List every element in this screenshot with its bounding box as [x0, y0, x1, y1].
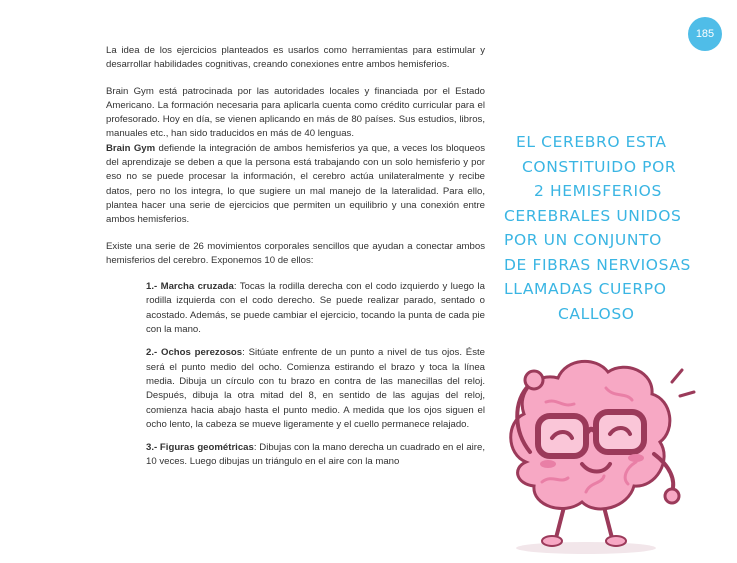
- paragraph-intro: La idea de los ejercicios planteados es usarlos como herramientas para estimular y desarrollar habilidades cognitivas, creando conexiones entre ambos hemisferios.: [106, 45, 485, 71]
- callout-line: EL CEREBRO ESTA: [516, 133, 667, 151]
- exercise-title: 3.- Figuras geométricas: [146, 442, 254, 454]
- article-body: [106, 44, 485, 470]
- page-number-badge: 185: [688, 17, 722, 51]
- paragraph-brain-gym-funding: Brain Gym está patrocinada por las autoridades locales y financiada por el Estado Americano. La formación necesaria para aplicarla cuenta como crédito curricular para el profesorado. Hoy en día, se vienen aplicando en más de 80 países. Sus estudios, libros, manuales etc., han sido traducidos en más de 40 lenguas.: [106, 85, 485, 140]
- exercise-item: [146, 346, 485, 432]
- callout-text: [500, 130, 700, 326]
- exercise-item: [146, 441, 485, 470]
- callout-line: CALLOSO: [558, 304, 635, 323]
- exercise-title: 1.- Marcha cruzada: [146, 281, 234, 293]
- callout-line: 2 HEMISFERIOS: [534, 182, 662, 200]
- callout-line: LLAMADAS CUERPO: [504, 280, 667, 298]
- exercise-text: : Sitúate enfrente de un punto a nivel de tus ojos. Éste será el punto medio del ocho. Comienza estirando el brazo y toca la línea media. Dibuja un círculo con tu brazo en contra de las manecillas del reloj. Después, dibuja la otra mitad del 8, en sentido de las agujas del reloj, comienza hacia abajo hasta el punto medio. A medida que los ojos siguen el ocho lento, la cabeza se mueve ligeramente y el cuello permanece relajado.: [146, 347, 485, 430]
- paragraph-movements-intro: Existe una serie de 26 movimientos corporales sencillos que ayudan a conectar ambos hemisferios del cerebro. Exponemos 10 de ellos:: [106, 240, 485, 266]
- paragraph-brain-gym-integration: [106, 142, 485, 228]
- callout-line: POR UN CONJUNTO: [504, 231, 662, 249]
- exercise-title: 2.- Ochos perezosos: [146, 347, 243, 359]
- exercise-text: : Tocas la rodilla derecha con el codo izquierdo y luego la rodilla izquierda con el codo derecho. Se puede realizar parado, sentado o acostado. Además, se puede cambiar el ejercicio, tocando la punta de cada pie con la mano.: [146, 281, 485, 336]
- paragraph-text: defiende la integración de ambos hemisferios ya que, a veces los bloqueos del aprendizaje se deben a que la persona está trabajando con un solo hemisferio y por eso no se puede procesar la información, el cerebro actúa unilateralmente y recibe datos, pero no los integra, lo que sugiere un mal manejo de la lateralidad. Para ello, plantea hacer una serie de ejercicios que permiten un equilibrio y una conexión entre ambos hemisferios.: [106, 142, 485, 226]
- callout-line: DE FIBRAS NERVIOSAS: [504, 255, 691, 274]
- exercise-item: [146, 280, 485, 337]
- callout-line: CONSTITUIDO POR: [522, 157, 677, 176]
- brain-gym-lead: Brain Gym: [106, 142, 156, 154]
- brain-with-glasses-icon: [486, 342, 726, 558]
- exercise-text: : Dibujas con la mano derecha un cuadrado en el aire, 10 veces. Luego dibujas un triángulo en el aire con la mano: [146, 442, 485, 468]
- callout-line: CEREBRALES UNIDOS: [504, 206, 682, 225]
